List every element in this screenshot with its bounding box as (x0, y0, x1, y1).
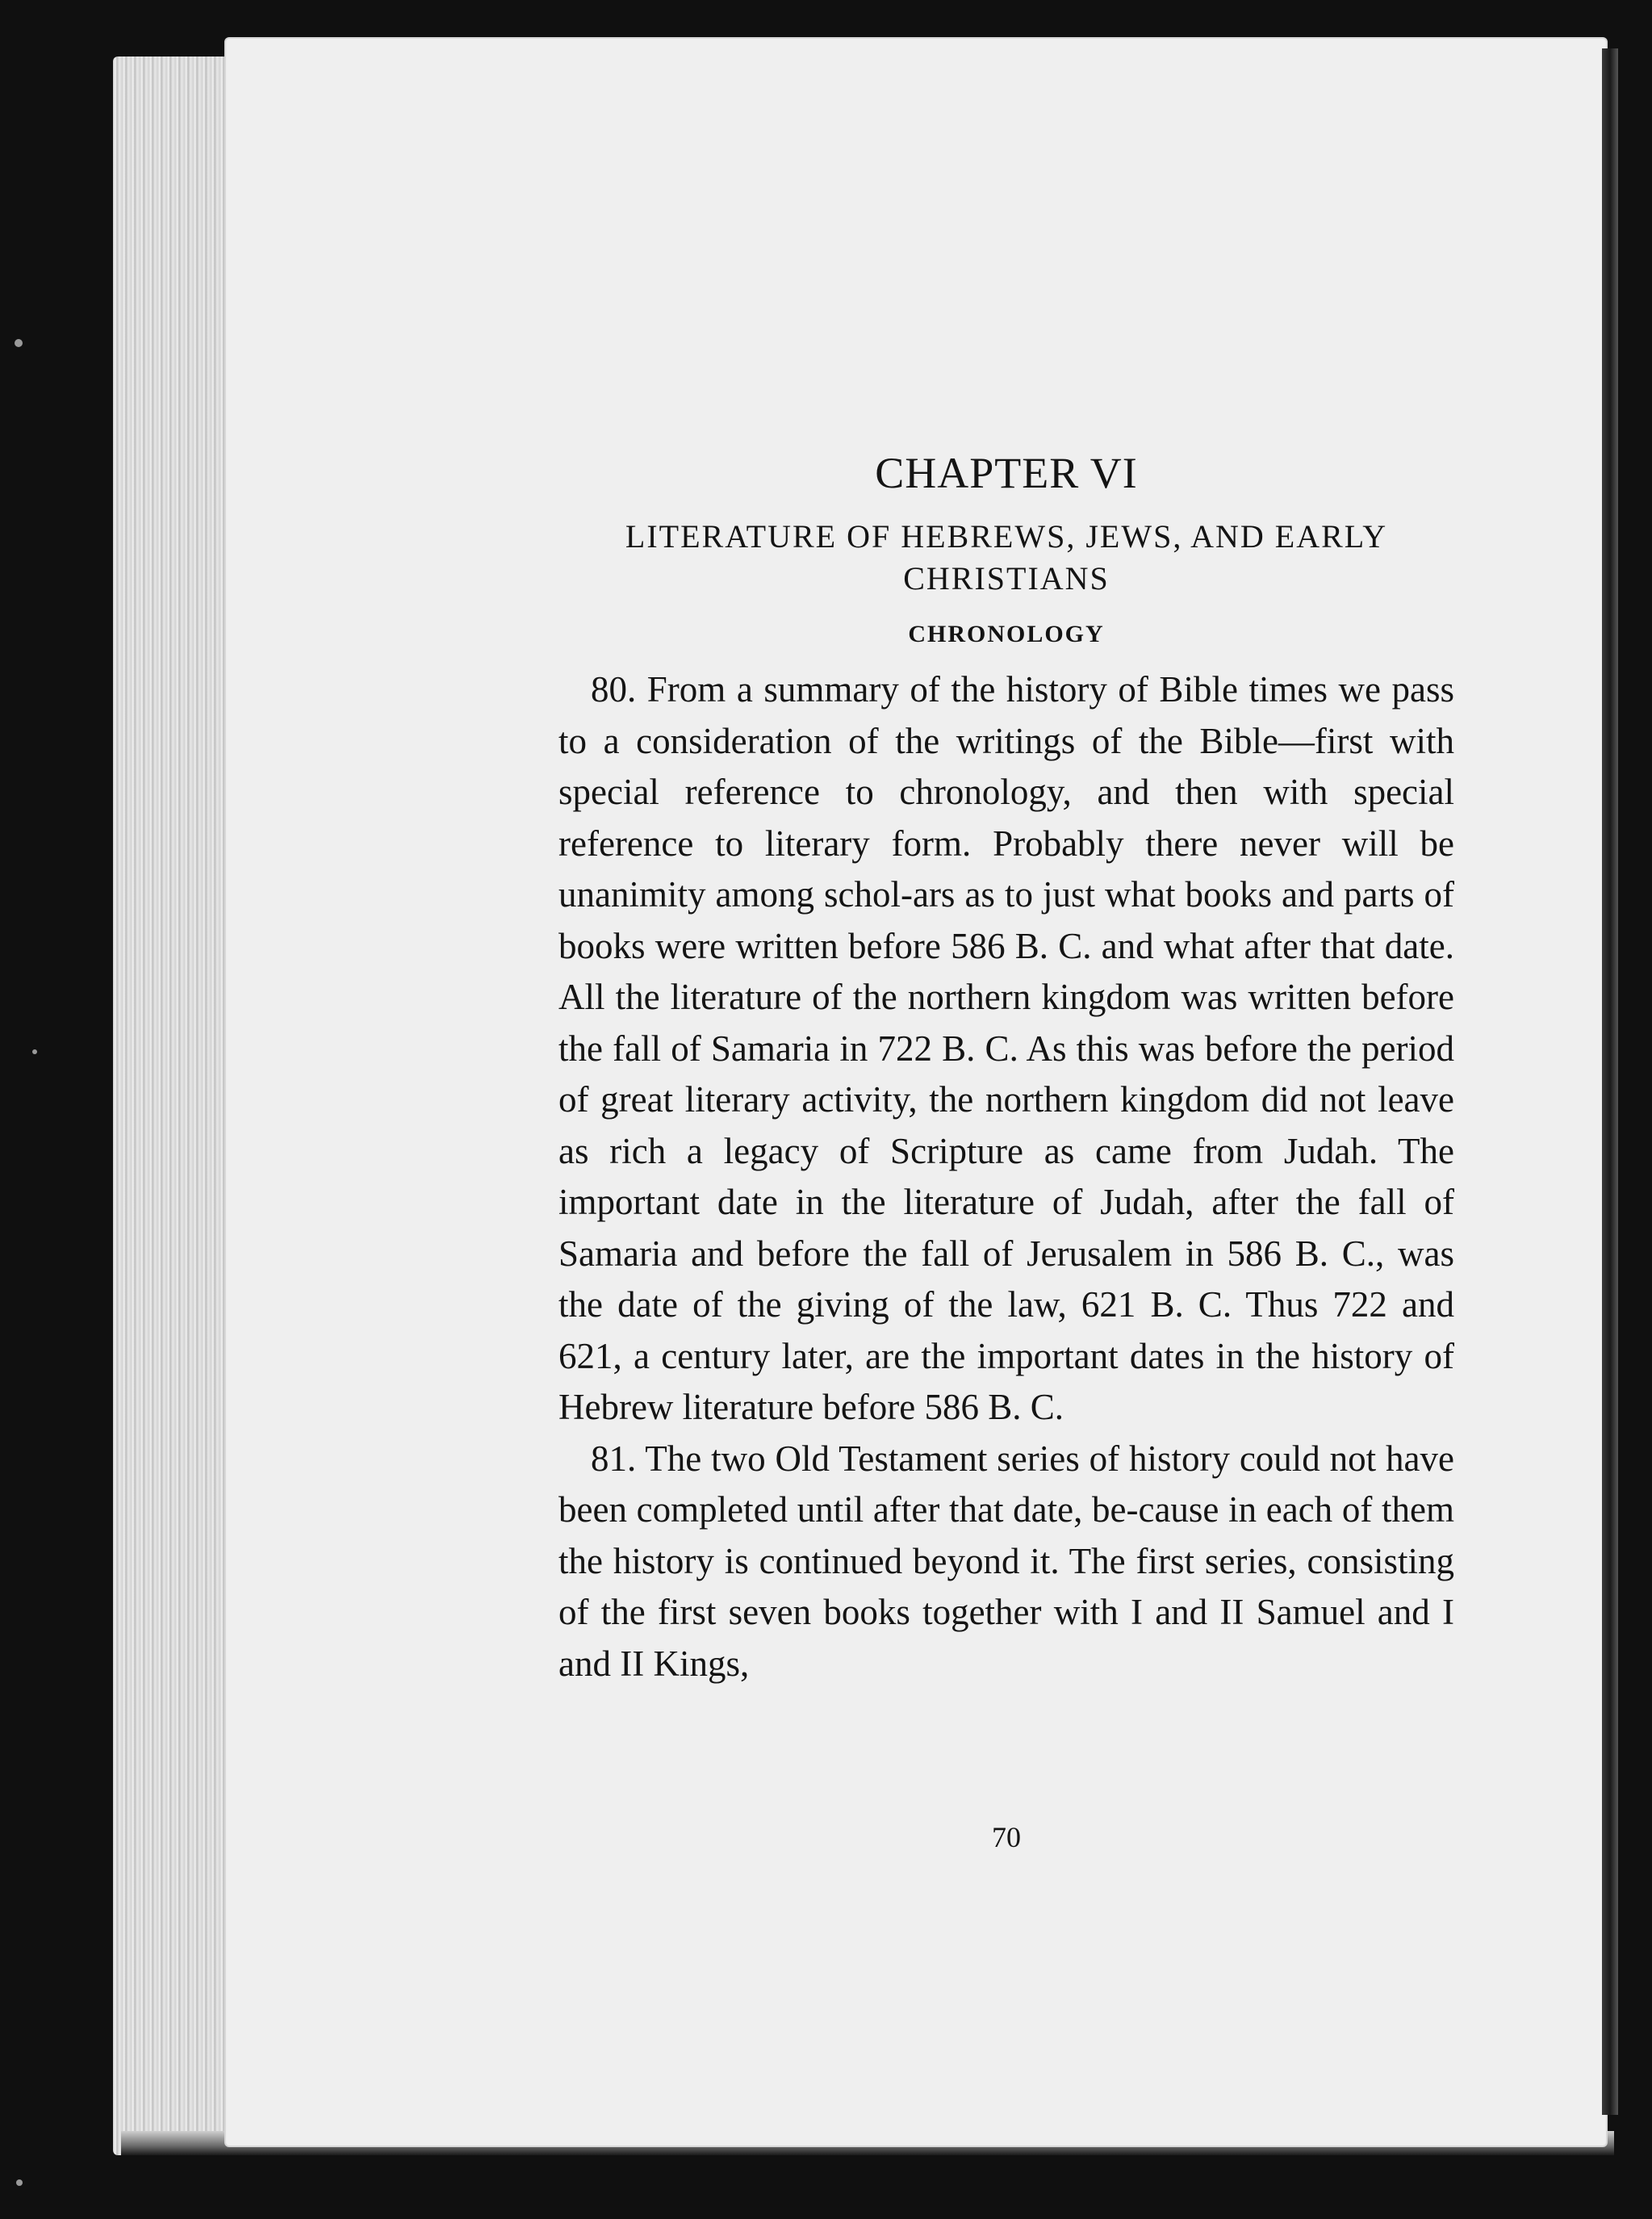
page-text-block (558, 448, 1454, 1853)
chapter-title: LITERATURE OF HEBREWS, JEWS, AND EARLY CHRISTIANS (625, 518, 1388, 597)
paragraph-80: 80. From a summary of the history of Bible times we pass to a consideration of the writings of the Bible—first with special reference to chronology, and then with special reference to literary form. Probably there never will be unanimity among schol-ars as to just what books and parts of books were written before 586 B. C. and what after that date. All the literature of the northern kingdom was written before the fall of Samaria in 722 B. C. As this was before the period of great literary activity, the northern kingdom did not leave as rich a legacy of Scripture as came from Judah. The important date in the literature of Judah, after the fall of Samaria and before the fall of Jerusalem in 586 B. C., was the date of the giving of the law, 621 B. C. Thus 722 and 621, a century later, are the important dates in the history of Hebrew literature before 586 B. C. (558, 669, 1454, 1427)
paragraph-81: 81. The two Old Testament series of history could not have been completed until after that date, be-cause in each of them the history is continued beyond it. The first series, consisting of the first seven books together with I and II Samuel and I and II Kings, (558, 1438, 1454, 1684)
page-number: 70 (992, 1821, 1021, 1853)
scan-speck (16, 2179, 23, 2186)
scan-speck (15, 339, 23, 347)
section-heading: CHRONOLOGY (908, 621, 1105, 647)
book-page-edges (113, 57, 234, 2155)
scan-speck (32, 1049, 37, 1054)
chapter-number: CHAPTER VI (875, 449, 1138, 497)
book-right-edge (1602, 48, 1618, 2115)
